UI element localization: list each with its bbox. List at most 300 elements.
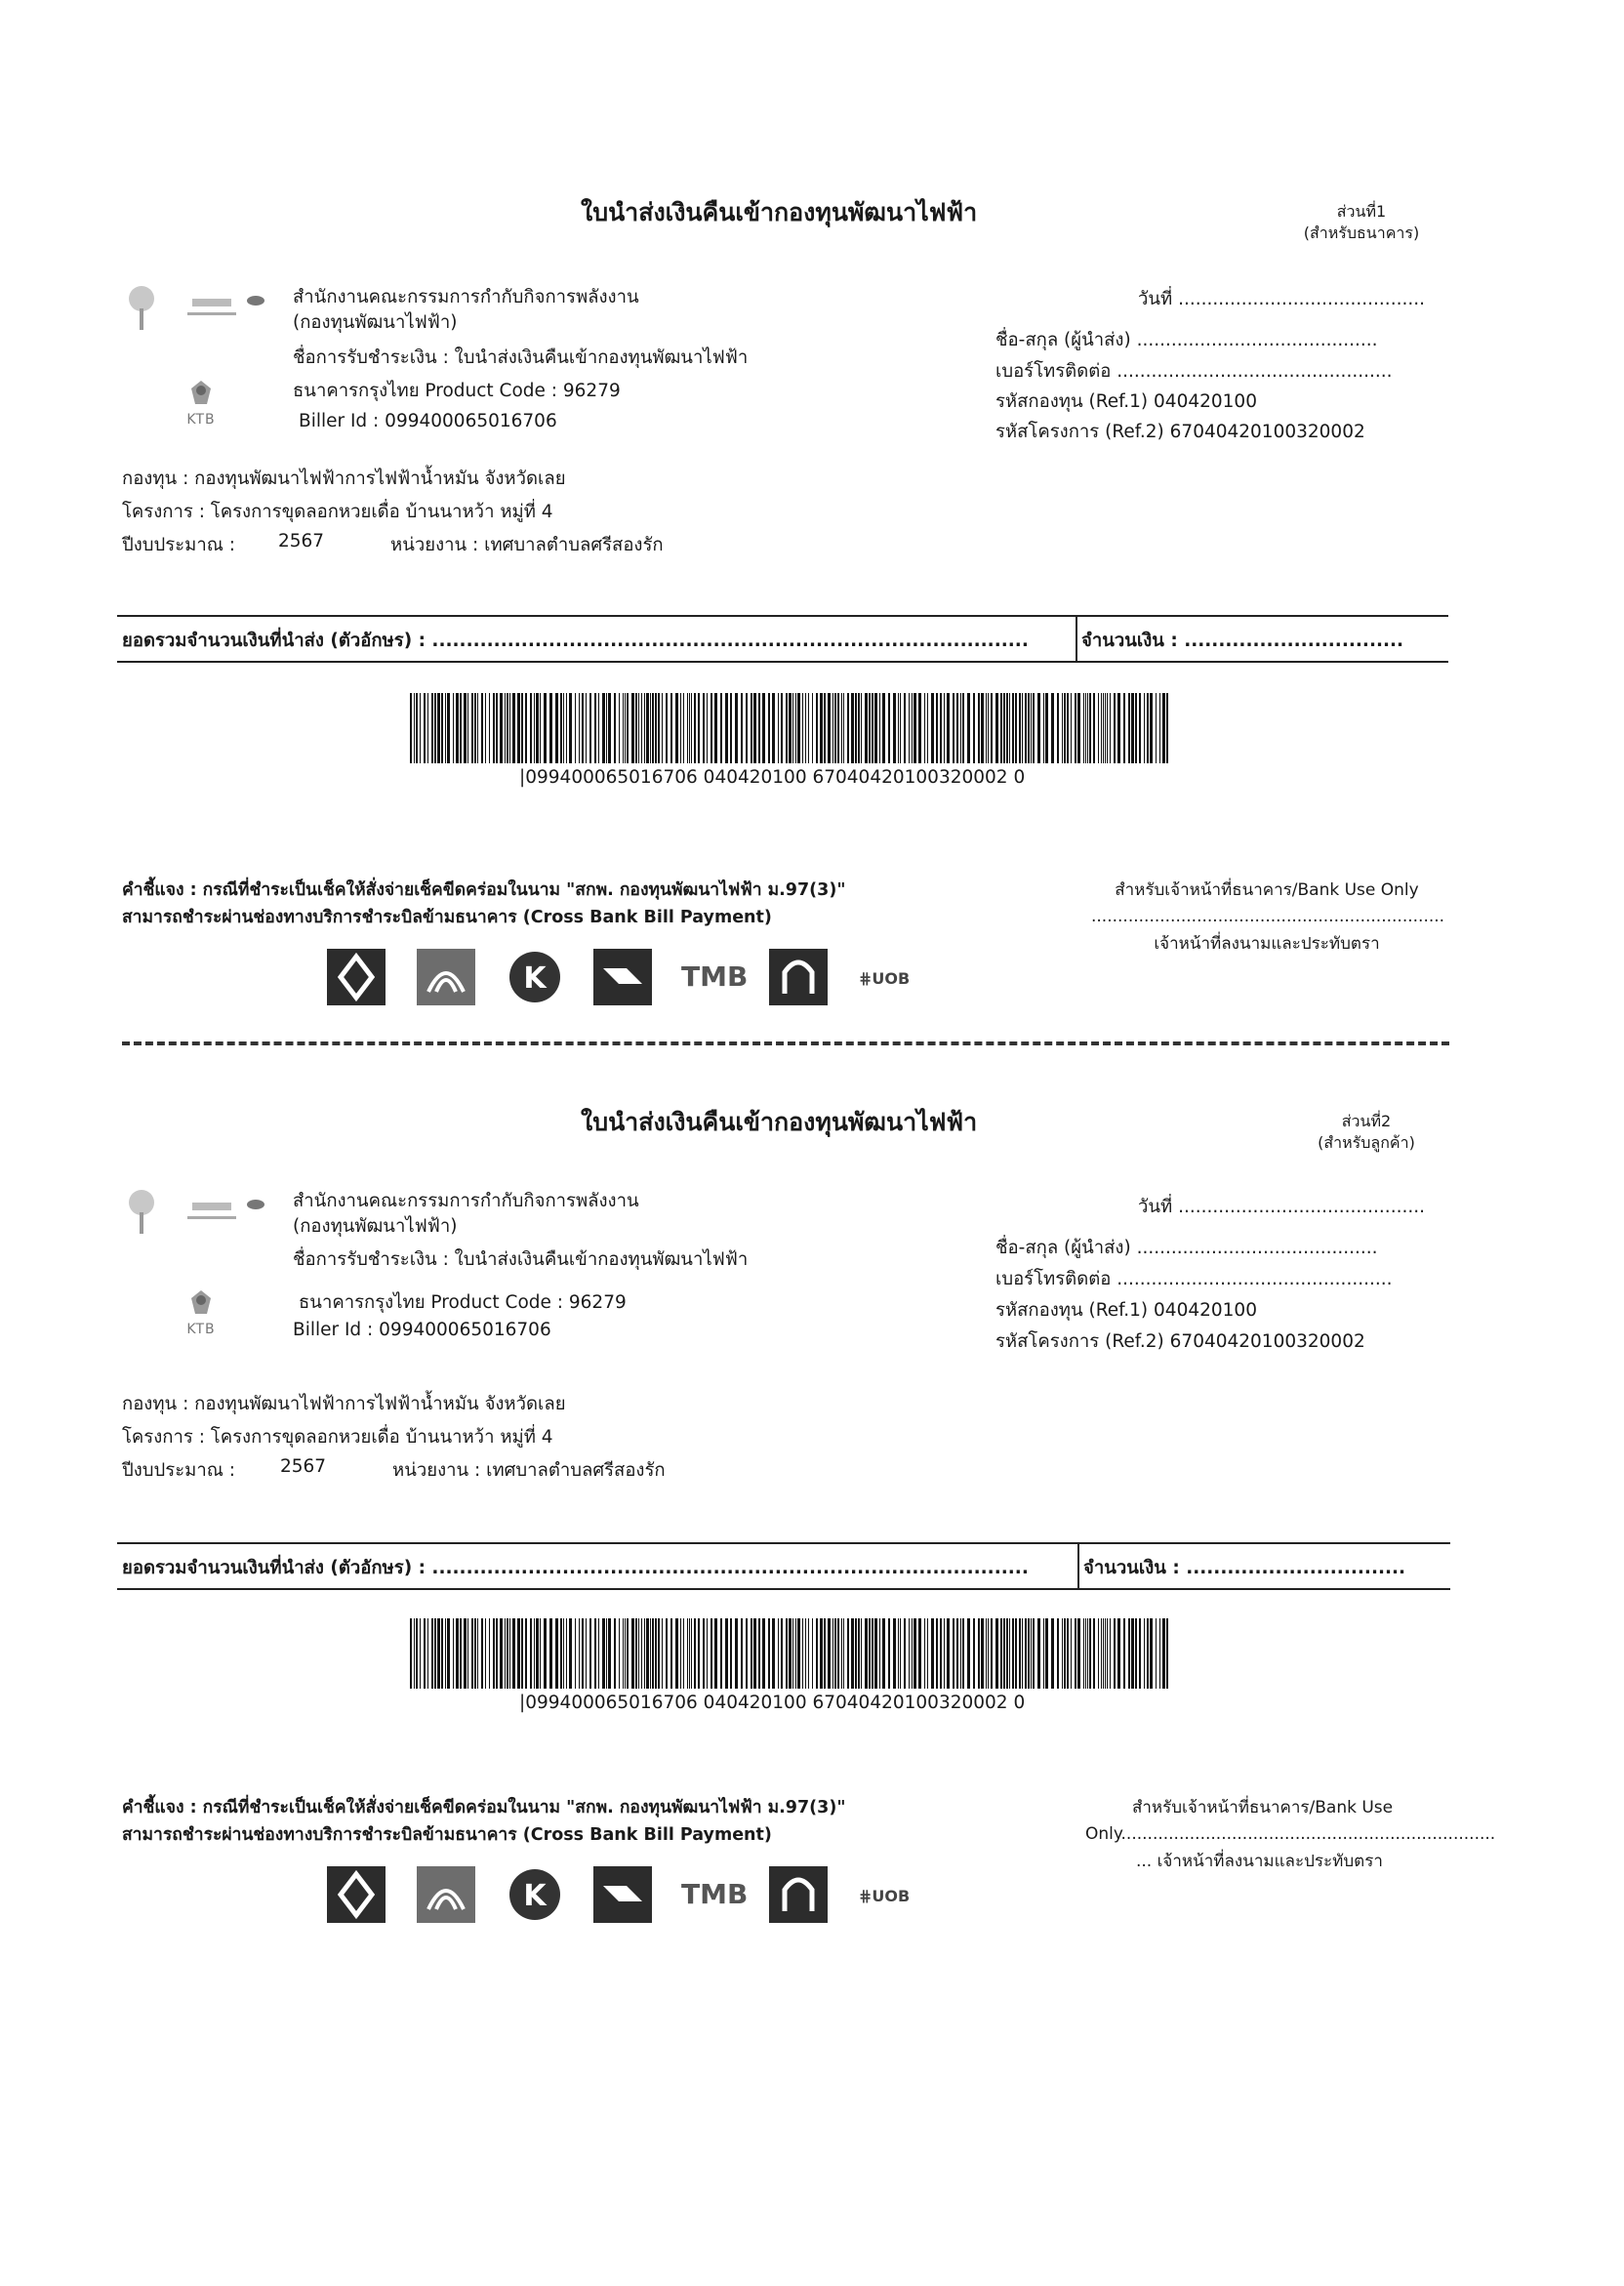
barcode-bar — [1057, 693, 1059, 763]
barcode-bar — [931, 693, 934, 763]
barcode-bar — [1103, 693, 1104, 763]
barcode-bar — [841, 693, 842, 763]
phone-field: เบอร์โทรติดต่อ ................................................ — [995, 361, 1393, 382]
barcode-bar — [474, 693, 476, 763]
barcode-bar — [1077, 693, 1080, 763]
barcode-bar — [1107, 1618, 1108, 1689]
barcode-bar — [1031, 693, 1032, 763]
barcode-bar — [507, 693, 508, 763]
barcode-bar — [689, 1618, 690, 1689]
barcode-bar — [586, 693, 587, 763]
krungsri-icon — [417, 1866, 475, 1923]
barcode-bar — [481, 1618, 483, 1689]
thanachart-icon — [769, 949, 828, 1005]
scb-icon — [593, 1866, 652, 1923]
barcode-bar — [471, 1618, 473, 1689]
barcode-bar — [1083, 693, 1084, 763]
barcode-bar — [802, 1618, 803, 1689]
barcode-bar — [1101, 693, 1102, 763]
org-name: สำนักงานคณะกรรมการกำกับกิจการพลังงาน — [293, 287, 639, 307]
barcode-bar — [575, 693, 576, 763]
barcode-bar — [900, 693, 901, 763]
barcode-bar — [865, 1618, 868, 1689]
amount-in-words-field: ยอดรวมจำนวนเงินที่นำส่ง (ตัวอักษร) : ....................................................................................... — [122, 1558, 1029, 1578]
barcode-bar — [582, 693, 584, 763]
barcode-bars — [410, 693, 1171, 763]
barcode-bar — [666, 1618, 668, 1689]
uob-text: UOB — [872, 969, 911, 988]
barcode-bar — [1009, 1618, 1010, 1689]
barcode-bar — [1123, 1618, 1125, 1689]
barcode-bar — [638, 693, 639, 763]
barcode-bar — [918, 693, 921, 763]
uob-mark-icon: ⋕ — [859, 1887, 873, 1905]
barcode-bar — [802, 693, 803, 763]
barcode-bar — [619, 1618, 620, 1689]
barcode-bar — [1162, 693, 1165, 763]
barcode-bar — [1022, 693, 1023, 763]
barcode-bar — [1128, 693, 1130, 763]
barcode-bar — [1051, 693, 1054, 763]
barcode-bar — [758, 1618, 760, 1689]
uob-logo — [859, 969, 910, 988]
barcode-bar — [606, 1618, 607, 1689]
barcode-bar — [978, 693, 980, 763]
barcode-bar — [1147, 1618, 1149, 1689]
barcode-bar — [1105, 1618, 1106, 1689]
barcode-bar — [575, 1618, 576, 1689]
barcode-bar — [988, 693, 989, 763]
barcode-bar — [544, 1618, 547, 1689]
barcode-bar — [594, 693, 596, 763]
ref2: รหัสโครงการ (Ref.2) 67040420100320002 — [995, 1331, 1365, 1352]
barcode-bar — [517, 1618, 520, 1689]
barcode-bar — [525, 693, 527, 763]
barcode-bar — [1131, 1618, 1134, 1689]
barcode-bar — [953, 693, 954, 763]
barcode-bar — [820, 693, 823, 763]
barcode-bar — [662, 693, 663, 763]
bank-use-box — [1085, 1794, 1496, 1874]
barcode-bar — [582, 1618, 584, 1689]
barcode-bar — [1006, 693, 1008, 763]
barcode-bar — [534, 693, 535, 763]
barcode-bar — [991, 693, 993, 763]
krungsri-icon — [417, 949, 475, 1005]
barcode-bar — [725, 693, 728, 763]
barcode-bar — [589, 1618, 591, 1689]
barcode-bar — [683, 693, 684, 763]
barcode-bar — [847, 1618, 849, 1689]
barcode-bar — [1085, 693, 1086, 763]
fund-name: กองทุน : กองทุนพัฒนาไฟฟ้าการไฟฟ้าน้ำหมัน จังหวัดเลย — [122, 469, 566, 489]
thanachart-icon — [769, 1866, 828, 1923]
amount-field: จำนวนเงิน : ................................ — [1081, 631, 1404, 651]
barcode-bar — [598, 693, 599, 763]
barcode-bar — [625, 693, 626, 763]
barcode-bar — [778, 693, 779, 763]
barcode-bar — [1159, 693, 1160, 763]
barcode-bar — [1139, 1618, 1141, 1689]
barcode-bar — [789, 693, 792, 763]
barcode-bar — [914, 693, 916, 763]
barcode-bar — [858, 693, 860, 763]
barcode-bar — [614, 1618, 616, 1689]
barcode-bar — [589, 693, 591, 763]
barcode-bar — [658, 1618, 660, 1689]
barcode-bar — [416, 693, 418, 763]
barcode-bar — [500, 1618, 503, 1689]
barcode-bar — [703, 1618, 705, 1689]
barcode-bar — [1150, 693, 1153, 763]
slip-title: ใบนำส่งเงินคืนเข้ากองทุนพัฒนาไฟฟ้า — [581, 198, 978, 226]
barcode-bar — [619, 693, 620, 763]
barcode-bar — [781, 693, 783, 763]
barcode-bar — [521, 693, 523, 763]
barcode-number: |099400065016706 040420100 67040420100320002 0 — [519, 767, 1026, 788]
barcode-bar — [635, 1618, 637, 1689]
barcode-bar — [991, 1618, 993, 1689]
barcode-bar — [623, 1618, 624, 1689]
barcode-bar — [874, 693, 877, 763]
barcode-bar — [530, 1618, 532, 1689]
barcode-bar — [602, 1618, 605, 1689]
uob-logo — [859, 1887, 910, 1905]
barcode-bar — [1009, 693, 1010, 763]
barcode-bar — [1075, 1618, 1076, 1689]
barcode-bar — [851, 693, 854, 763]
agency-name: หน่วยงาน : เทศบาลตำบลศรีสองรัก — [390, 535, 664, 555]
barcode-bar — [786, 1618, 788, 1689]
barcode-bar — [758, 693, 760, 763]
barcode-bar — [525, 1618, 527, 1689]
barcode-bar — [1037, 693, 1040, 763]
amount-top-rule — [117, 1542, 1450, 1544]
barcode-bar — [762, 1618, 765, 1689]
barcode-bar — [410, 1618, 412, 1689]
barcode-bar — [797, 693, 800, 763]
barcode-bar — [623, 693, 624, 763]
bank-use-box — [1091, 877, 1445, 957]
barcode-bar — [464, 693, 467, 763]
barcode-bar — [967, 693, 970, 763]
receiver-name: ชื่อการรับชำระเงิน : ใบนำส่งเงินคืนเข้ากองทุนพัฒนาไฟฟ้า — [293, 1249, 749, 1270]
barcode-bar — [627, 693, 629, 763]
barcode-bar — [1037, 1618, 1040, 1689]
barcode-bar — [641, 693, 642, 763]
payment-note: คำชี้แจง : กรณีที่ชำระเป็นเช็คให้สั่งจ่ายเช็คขีดคร่อมในนาม "สกพ. กองทุนพัฒนาไฟฟ้า ม.97(3)" — [122, 1798, 846, 1817]
barcode-bar — [1150, 1618, 1153, 1689]
barcode-bar — [927, 693, 928, 763]
barcode-bar — [940, 1618, 942, 1689]
barcode-bar — [874, 1618, 877, 1689]
barcode-bar — [898, 1618, 899, 1689]
barcode-bar — [914, 1618, 916, 1689]
barcode-bar — [918, 1618, 921, 1689]
ktb-logo-text: KTB — [186, 1322, 216, 1337]
barcode-bar — [670, 1618, 672, 1689]
part-number: ส่วนที่1 — [1336, 202, 1387, 221]
barcode-bar — [1156, 693, 1157, 763]
barcode-bar — [904, 693, 906, 763]
barcode-bar — [644, 1618, 645, 1689]
ref1: รหัสกองทุน (Ref.1) 040420100 — [995, 1300, 1257, 1321]
barcode-bar — [1144, 693, 1145, 763]
barcode-bar — [477, 1618, 478, 1689]
barcode-bar — [772, 1618, 775, 1689]
barcode-bar — [1087, 693, 1088, 763]
barcode-bar — [670, 693, 672, 763]
barcode-bar — [1006, 1618, 1008, 1689]
barcode-bar — [1019, 693, 1021, 763]
tmb-logo: TMB — [681, 960, 749, 993]
barcode-bar — [981, 1618, 984, 1689]
barcode-bar — [471, 693, 473, 763]
barcode-bar — [431, 693, 433, 763]
barcode-bar — [1057, 1618, 1059, 1689]
barcode-bar — [453, 693, 454, 763]
barcode-bar — [837, 693, 839, 763]
barcode-bar — [496, 693, 498, 763]
barcode-bar — [936, 693, 938, 763]
barcode-bar — [888, 1618, 890, 1689]
barcode-bar — [1117, 693, 1120, 763]
barcode-bar — [865, 693, 868, 763]
barcode-bar — [453, 1618, 454, 1689]
barcode-bar — [505, 1618, 506, 1689]
barcode-bar — [882, 1618, 885, 1689]
barcode-bar — [995, 1618, 998, 1689]
barcode-bar — [792, 1618, 793, 1689]
barcode-bar — [746, 1618, 748, 1689]
amount-divider — [1077, 1542, 1079, 1589]
barcode-bar — [1025, 693, 1027, 763]
barcode-bar — [1043, 1618, 1044, 1689]
barcode-bar — [424, 693, 426, 763]
barcode-bar — [485, 1618, 486, 1689]
barcode-bar — [652, 693, 654, 763]
bank-signature-line: ................................................................... — [1091, 907, 1445, 926]
barcode-bar — [641, 1618, 642, 1689]
date-field: วันที่ ........................................... — [1138, 289, 1425, 309]
barcode-bar — [1117, 1618, 1120, 1689]
barcode-bar — [808, 1618, 809, 1689]
barcode-bar — [420, 693, 421, 763]
barcode-bar — [1043, 693, 1044, 763]
barcode-bar — [625, 1618, 626, 1689]
phone-field: เบอร์โทรติดต่อ ................................................ — [995, 1269, 1393, 1289]
bank-signature-caption: เจ้าหน้าที่ลงนามและประทับตรา — [1154, 934, 1380, 954]
barcode-bar — [879, 693, 880, 763]
barcode-bar — [1110, 693, 1111, 763]
part-label — [1293, 201, 1430, 244]
barcode-bar — [509, 693, 510, 763]
barcode-bar — [795, 1618, 796, 1689]
barcode-bar — [720, 693, 722, 763]
barcode-bar — [1064, 1618, 1066, 1689]
barcode-bar — [460, 693, 462, 763]
barcode-bar — [936, 1618, 938, 1689]
barcode-bar — [456, 693, 459, 763]
barcode-bar — [944, 693, 945, 763]
barcode-bar — [635, 693, 637, 763]
barcode-bar — [652, 1618, 654, 1689]
barcode-bar — [832, 693, 833, 763]
barcode-bar — [1098, 1618, 1099, 1689]
barcode-bars — [410, 1618, 1171, 1689]
barcode-bar — [410, 693, 412, 763]
barcode-bar — [441, 1618, 443, 1689]
bangkok-bank-icon — [327, 949, 386, 1005]
barcode-bar — [858, 1618, 860, 1689]
barcode-bar — [1093, 1618, 1095, 1689]
barcode-bar — [851, 1618, 854, 1689]
barcode-bar — [464, 1618, 467, 1689]
date-field: วันที่ ........................................... — [1138, 1197, 1425, 1217]
svg-text:K: K — [523, 961, 547, 996]
barcode-bar — [786, 693, 788, 763]
payment-note: คำชี้แจง : กรณีที่ชำระเป็นเช็คให้สั่งจ่ายเช็คขีดคร่อมในนาม "สกพ. กองทุนพัฒนาไฟฟ้า ม.97(3)" — [122, 880, 846, 900]
barcode-bar — [1012, 1618, 1014, 1689]
barcode-bar — [594, 1618, 596, 1689]
barcode-bar — [805, 1618, 806, 1689]
barcode-bar — [509, 1618, 510, 1689]
barcode-bar — [680, 1618, 681, 1689]
barcode-bar — [781, 1618, 783, 1689]
barcode-bar — [986, 693, 987, 763]
barcode-bar — [956, 1618, 958, 1689]
agency-name: หน่วยงาน : เทศบาลตำบลศรีสองรัก — [392, 1460, 666, 1481]
barcode-bar — [898, 693, 899, 763]
barcode-bar — [900, 1618, 901, 1689]
barcode-bar — [841, 1618, 842, 1689]
project-name: โครงการ : โครงการขุดลอกหวยเดื่อ บ้านนาหว้า หมู่ที่ 4 — [122, 502, 553, 522]
barcode-bar — [795, 693, 796, 763]
barcode-bar — [973, 693, 975, 763]
barcode-bar — [1062, 1618, 1063, 1689]
barcode-bar — [967, 1618, 970, 1689]
barcode-bar — [445, 1618, 446, 1689]
barcode-bar — [960, 693, 961, 763]
barcode-bar — [608, 693, 611, 763]
barcode-bar — [427, 693, 428, 763]
barcode-bar — [698, 1618, 700, 1689]
barcode-bar — [420, 1618, 421, 1689]
barcode-bar — [675, 1618, 678, 1689]
barcode-bar — [687, 693, 688, 763]
barcode-bar — [691, 1618, 692, 1689]
barcode-bar — [944, 1618, 945, 1689]
barcode-bar — [566, 693, 567, 763]
barcode-bar — [805, 693, 806, 763]
barcode-bar — [812, 1618, 813, 1689]
barcode-bar — [549, 1618, 552, 1689]
barcode-bar — [772, 693, 775, 763]
barcode-bar — [1159, 1618, 1160, 1689]
barcode-bar — [507, 1618, 508, 1689]
barcode-bar — [481, 693, 483, 763]
barcode-bar — [855, 1618, 857, 1689]
barcode-bar — [843, 693, 844, 763]
barcode-bar — [714, 693, 717, 763]
barcode-bar — [456, 1618, 459, 1689]
barcode-bar — [1067, 1618, 1069, 1689]
barcode-bar — [741, 693, 743, 763]
barcode-bar — [680, 693, 681, 763]
bangkok-bank-icon — [327, 1866, 386, 1923]
barcode-bar — [474, 1618, 476, 1689]
ref1: รหัสกองทุน (Ref.1) 040420100 — [995, 391, 1257, 412]
barcode-bar — [447, 693, 450, 763]
barcode-bar — [655, 693, 657, 763]
barcode-bar — [608, 1618, 611, 1689]
barcode-bar — [555, 1618, 558, 1689]
barcode-bar — [988, 1618, 989, 1689]
barcode-bar — [710, 1618, 712, 1689]
barcode-bar — [855, 693, 857, 763]
barcode-bar — [598, 1618, 599, 1689]
barcode-bar — [832, 1618, 833, 1689]
barcode-bar — [962, 693, 964, 763]
barcode-bar — [1062, 693, 1063, 763]
barcode-bar — [606, 693, 607, 763]
barcode-bar — [1031, 1618, 1032, 1689]
ktb-logo-text: KTB — [186, 412, 216, 428]
barcode-bar — [725, 1618, 728, 1689]
amount-divider — [1076, 615, 1077, 662]
barcode-bar — [843, 1618, 844, 1689]
barcode-bar — [1098, 693, 1099, 763]
barcode-bar — [1071, 693, 1072, 763]
barcode-bar — [675, 693, 678, 763]
barcode-bar — [1135, 1618, 1137, 1689]
uob-mark-icon: ⋕ — [859, 969, 873, 988]
barcode-bar — [909, 1618, 910, 1689]
ref2: รหัสโครงการ (Ref.2) 67040420100320002 — [995, 422, 1365, 442]
barcode-number: |099400065016706 040420100 67040420100320002 0 — [519, 1693, 1026, 1713]
amount-top-rule — [117, 615, 1448, 617]
payment-barcode — [410, 1618, 1171, 1689]
bank-product-code: ธนาคารกรุงไทย Product Code : 96279 — [299, 1292, 627, 1313]
barcode-bar — [512, 693, 515, 763]
barcode-bar — [1015, 1618, 1017, 1689]
barcode-bar — [1064, 693, 1066, 763]
barcode-bar — [837, 1618, 839, 1689]
barcode-bar — [416, 1618, 418, 1689]
bank-signature-caption: ... เจ้าหน้าที่ลงนามและประทับตรา — [1136, 1852, 1383, 1871]
barcode-bar — [521, 1618, 523, 1689]
barcode-bar — [978, 1618, 980, 1689]
tmb-logo: TMB — [681, 1878, 749, 1910]
barcode-bar — [437, 693, 440, 763]
barcode-bar — [812, 693, 813, 763]
barcode-bar — [828, 693, 831, 763]
barcode-bar — [953, 1618, 954, 1689]
barcode-bar — [658, 693, 660, 763]
barcode-bar — [792, 693, 793, 763]
barcode-bar — [1083, 1618, 1084, 1689]
barcode-bar — [909, 693, 910, 763]
barcode-bar — [424, 1618, 426, 1689]
barcode-bar — [530, 693, 532, 763]
barcode-bar — [1135, 693, 1137, 763]
barcode-bar — [1166, 693, 1168, 763]
budget-year: 2567 — [280, 1456, 327, 1477]
barcode-bar — [834, 1618, 836, 1689]
barcode-bar — [638, 1618, 639, 1689]
barcode-bar — [650, 693, 651, 763]
barcode-bar — [730, 1618, 732, 1689]
